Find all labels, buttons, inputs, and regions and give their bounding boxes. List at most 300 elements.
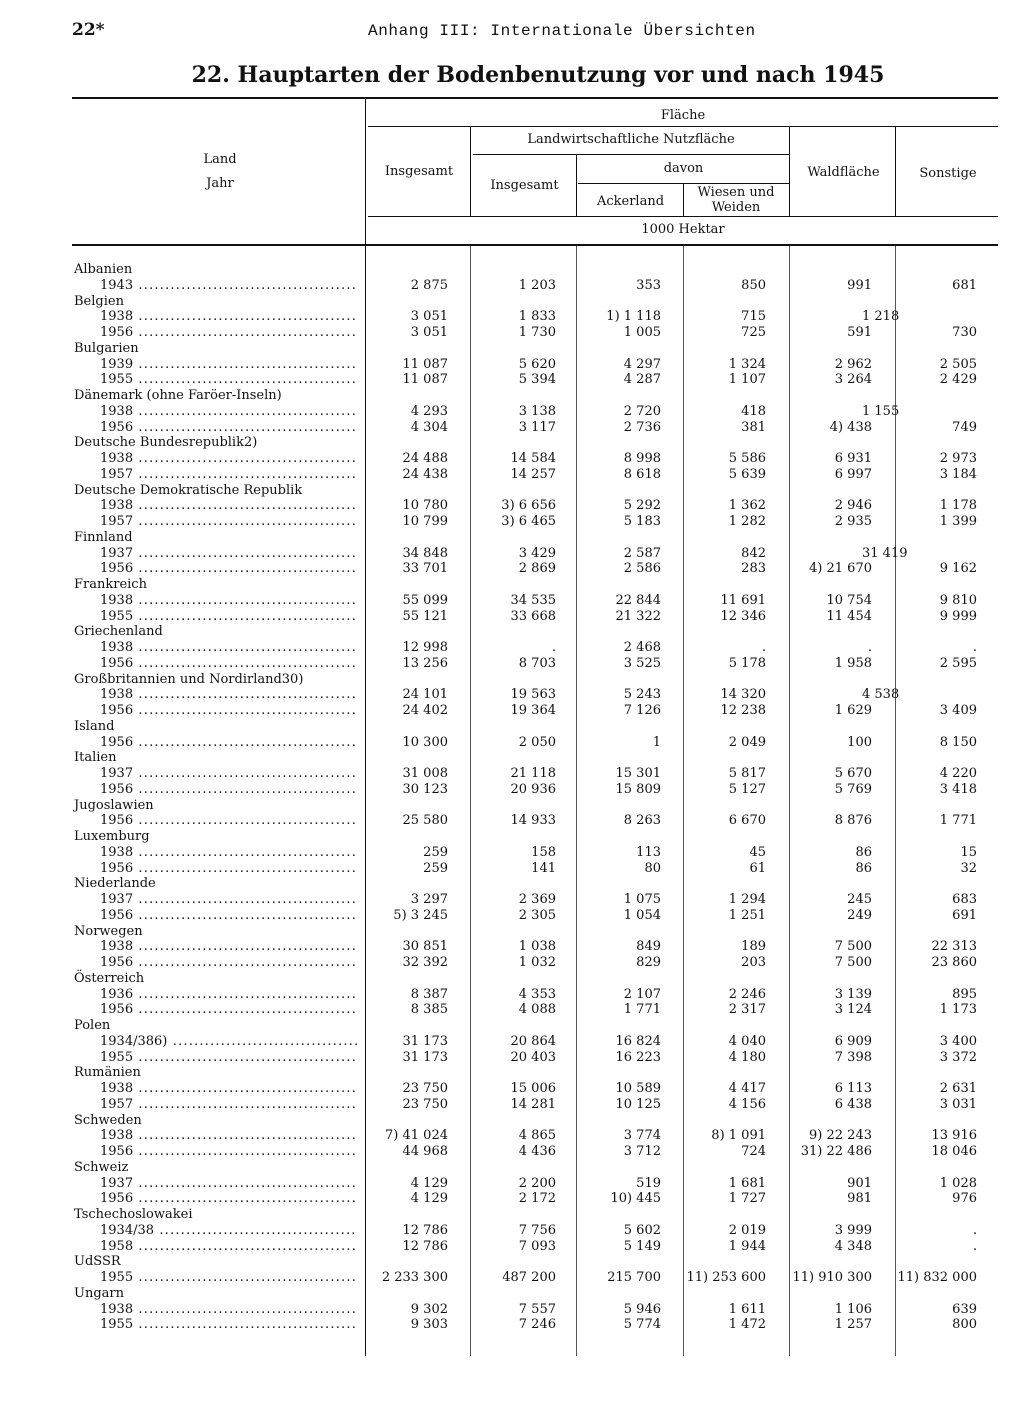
- year-cell: 1956 .....: [100, 782, 358, 798]
- value-cell: 33 701: [402, 561, 448, 577]
- year-cell: 1956 .....: [100, 1002, 358, 1018]
- year-cell: 1958 .....: [100, 1239, 358, 1255]
- value-cell: 24 438: [402, 466, 448, 482]
- value-cell: 2 720: [623, 403, 661, 419]
- value-cell: 5 670: [834, 766, 872, 781]
- year-cell: 1938 .....: [100, 451, 358, 467]
- year-cell: 1956 .....: [100, 1144, 358, 1160]
- value-cell: 5 620: [518, 356, 556, 372]
- country-row: [72, 1286, 1000, 1302]
- country-name: Österreich: [74, 970, 145, 986]
- table-row: [72, 955, 1000, 971]
- country-name: Italien: [74, 750, 117, 766]
- value-cell: 418: [741, 403, 766, 419]
- value-cell: 1 771: [623, 1002, 661, 1018]
- value-cell: 5 394: [518, 372, 556, 388]
- value-cell: 13 256: [402, 655, 448, 671]
- value-cell: 5 178: [728, 655, 766, 671]
- value-cell: 11) 253 600: [686, 1270, 766, 1285]
- value-cell: 1 032: [518, 955, 556, 970]
- year-cell: 1938 .....: [100, 404, 358, 420]
- value-cell: 591: [847, 325, 872, 340]
- country-row: [72, 1065, 1000, 1081]
- value-cell: 1 362: [728, 498, 766, 514]
- table-row: [72, 1223, 1000, 1239]
- value-cell: 2 233 300: [381, 1270, 448, 1285]
- value-cell: 3 400: [939, 1033, 977, 1049]
- country-row: [72, 1018, 1000, 1034]
- value-cell: 901: [847, 1175, 872, 1191]
- value-cell: 259: [423, 860, 448, 876]
- value-cell: 6 438: [834, 1096, 872, 1112]
- value-cell: 991: [847, 277, 872, 293]
- value-cell: 5 149: [623, 1238, 661, 1254]
- table-row: [72, 735, 1000, 751]
- value-cell: 3 051: [410, 325, 448, 340]
- value-cell: 725: [741, 325, 766, 340]
- value-cell: 34 848: [402, 545, 448, 561]
- value-cell: 12 346: [720, 608, 766, 624]
- col-divider-4: [789, 126, 790, 216]
- value-cell: 10 780: [402, 498, 448, 514]
- value-cell: 283: [741, 561, 766, 577]
- country-name: Albanien: [74, 262, 133, 277]
- combined-wald-sonstige-cell: 1 218: [862, 309, 900, 325]
- value-cell: 10 589: [615, 1081, 661, 1096]
- col-divider-1: [470, 126, 471, 216]
- value-cell: 8 703: [518, 655, 556, 671]
- value-cell: 3 525: [623, 655, 661, 671]
- table-row: [72, 514, 1000, 530]
- value-cell: 24 101: [402, 687, 448, 703]
- value-cell: 3 297: [410, 892, 448, 907]
- stub-jahr-label: Jahr: [206, 176, 234, 191]
- country-name: Schweden: [74, 1112, 142, 1128]
- table-row: [72, 372, 1000, 388]
- value-cell: 9 162: [939, 561, 977, 577]
- value-cell: 4) 21 670: [809, 561, 872, 577]
- table-row: [72, 782, 1000, 798]
- value-cell: 31 173: [402, 1033, 448, 1049]
- year-cell: 1956 .....: [100, 420, 358, 436]
- top-rule: [72, 97, 998, 99]
- value-cell: 2 631: [939, 1081, 977, 1096]
- country-row: [72, 483, 1000, 499]
- year-cell: 1955 .....: [100, 609, 358, 625]
- country-row: [72, 388, 1000, 404]
- value-cell: 730: [952, 325, 977, 340]
- table-row: [72, 845, 1000, 861]
- value-cell: 2 946: [834, 498, 872, 514]
- value-cell: 683: [952, 892, 977, 907]
- table-row: [72, 546, 1000, 562]
- value-cell: 12 238: [720, 703, 766, 718]
- value-cell: 2 586: [623, 561, 661, 577]
- table-row: [72, 357, 1000, 373]
- value-cell: 1) 1 118: [606, 309, 661, 325]
- value-cell: 3 051: [410, 309, 448, 325]
- value-cell: 895: [952, 986, 977, 1002]
- table-row: [72, 309, 1000, 325]
- country-row: [72, 1207, 1000, 1223]
- value-cell: 1 251: [728, 907, 766, 923]
- value-cell: 800: [952, 1317, 977, 1333]
- country-row: [72, 1160, 1000, 1176]
- value-cell: 11 691: [720, 592, 766, 608]
- country-name: Norwegen: [74, 923, 143, 939]
- value-cell: 4 304: [410, 419, 448, 435]
- table-row: [72, 498, 1000, 514]
- value-cell: 2 317: [728, 1002, 766, 1018]
- table-row: [72, 892, 1000, 908]
- combined-wald-sonstige-cell: 4 538: [862, 687, 900, 703]
- value-cell: 3 429: [518, 545, 556, 561]
- value-cell: 86: [855, 860, 872, 876]
- value-cell: 25 580: [402, 813, 448, 829]
- value-cell: 1 472: [728, 1317, 766, 1333]
- year-cell: 1936 .....: [100, 987, 358, 1003]
- value-cell: 4 436: [518, 1144, 556, 1159]
- value-cell: 13 916: [931, 1128, 977, 1144]
- value-cell: 1 075: [623, 892, 661, 907]
- country-row: [72, 672, 1000, 688]
- year-cell: 1938 .....: [100, 593, 358, 609]
- value-cell: 487 200: [502, 1270, 556, 1285]
- table-row: [72, 813, 1000, 829]
- value-cell: 1: [652, 734, 661, 750]
- value-cell: 4 297: [623, 356, 661, 372]
- stub-land-label: Land: [203, 152, 237, 167]
- value-cell: 5 769: [834, 781, 872, 797]
- value-cell: 31 008: [402, 766, 448, 781]
- value-cell: 5 602: [623, 1222, 661, 1238]
- value-cell: 4 287: [623, 372, 661, 388]
- value-cell: 4 220: [939, 766, 977, 781]
- value-cell: 7 557: [518, 1301, 556, 1317]
- value-cell: 15 006: [510, 1081, 556, 1096]
- value-cell: 1 944: [728, 1238, 766, 1254]
- value-cell: 639: [952, 1301, 977, 1317]
- value-cell: 6 909: [834, 1033, 872, 1049]
- value-cell: 2 505: [939, 356, 977, 372]
- country-row: [72, 971, 1000, 987]
- table-row: [72, 908, 1000, 924]
- value-cell: 4 353: [518, 986, 556, 1002]
- value-cell: 850: [741, 277, 766, 293]
- value-cell: 3 184: [939, 466, 977, 482]
- value-cell: 19 563: [510, 687, 556, 703]
- year-cell: 1957 .....: [100, 514, 358, 530]
- value-cell: 19 364: [510, 703, 556, 718]
- table-body: [72, 262, 1000, 1333]
- table-row: [72, 987, 1000, 1003]
- value-cell: 86: [855, 844, 872, 860]
- table-row: [72, 656, 1000, 672]
- country-row: [72, 1113, 1000, 1129]
- value-cell: 8 618: [623, 466, 661, 482]
- value-cell: 80: [644, 860, 661, 876]
- value-cell: 9 303: [410, 1317, 448, 1333]
- value-cell: 2 962: [834, 356, 872, 372]
- value-cell: 14 257: [510, 466, 556, 482]
- value-cell: 45: [749, 844, 766, 860]
- table-row: [72, 1176, 1000, 1192]
- value-cell: 32: [960, 860, 977, 876]
- value-cell: 23 750: [402, 1096, 448, 1112]
- value-cell: 31 173: [402, 1049, 448, 1065]
- value-cell: 7 756: [518, 1222, 556, 1238]
- value-cell: 5 817: [728, 766, 766, 781]
- insgesamt-header: Insgesamt: [384, 164, 454, 179]
- value-cell: .: [867, 640, 872, 655]
- value-cell: 7 500: [834, 955, 872, 970]
- table-row: [72, 278, 1000, 294]
- value-cell: 7 246: [518, 1317, 556, 1333]
- year-cell: 1937 .....: [100, 892, 358, 908]
- value-cell: 3) 6 465: [501, 514, 556, 529]
- country-row: [72, 798, 1000, 814]
- value-cell: 10 300: [402, 734, 448, 750]
- value-cell: 189: [741, 939, 766, 955]
- year-cell: 1938 .....: [100, 1081, 358, 1097]
- table-row: [72, 404, 1000, 420]
- value-cell: 1 028: [939, 1175, 977, 1191]
- value-cell: 259: [423, 844, 448, 860]
- value-cell: 5 639: [728, 466, 766, 482]
- value-cell: 11 087: [402, 356, 448, 372]
- page-number: 22*: [72, 20, 105, 40]
- value-cell: 2 246: [728, 986, 766, 1002]
- country-name: Polen: [74, 1018, 111, 1033]
- col-divider-2: [576, 154, 577, 216]
- country-row: [72, 341, 1000, 357]
- value-cell: 44 968: [402, 1144, 448, 1159]
- table-row: [72, 1128, 1000, 1144]
- value-cell: 5 127: [728, 781, 766, 797]
- year-cell: 1956 .....: [100, 561, 358, 577]
- value-cell: 10 125: [615, 1096, 661, 1112]
- unit-rule-top: [368, 216, 998, 217]
- table-row: [72, 1191, 1000, 1207]
- running-head: Anhang III: Internationale Übersichten: [368, 22, 756, 40]
- table-row: [72, 420, 1000, 436]
- value-cell: 4 180: [728, 1049, 766, 1065]
- country-row: [72, 577, 1000, 593]
- value-cell: 4 417: [728, 1081, 766, 1096]
- table-row: [72, 703, 1000, 719]
- value-cell: 8 998: [623, 451, 661, 466]
- value-cell: 113: [636, 844, 661, 860]
- table-row: [72, 325, 1000, 341]
- value-cell: 1 611: [728, 1301, 766, 1317]
- country-name: Belgien: [74, 293, 124, 309]
- country-name: Bulgarien: [74, 340, 139, 356]
- value-cell: 1 727: [728, 1191, 766, 1207]
- value-cell: 9 302: [410, 1301, 448, 1317]
- year-cell: 1956 .....: [100, 861, 358, 877]
- value-cell: 5) 3 245: [393, 907, 448, 923]
- value-cell: 30 851: [402, 939, 448, 955]
- value-cell: 3 418: [939, 781, 977, 797]
- value-cell: 2 736: [623, 419, 661, 435]
- value-cell: 2 050: [518, 734, 556, 750]
- value-cell: 8 263: [623, 813, 661, 829]
- value-cell: 2 019: [728, 1222, 766, 1238]
- value-cell: 32 392: [402, 955, 448, 970]
- value-cell: 215 700: [607, 1270, 661, 1285]
- value-cell: 691: [952, 907, 977, 923]
- value-cell: 8 385: [410, 1002, 448, 1018]
- value-cell: 141: [531, 860, 556, 876]
- value-cell: 4 088: [518, 1002, 556, 1018]
- year-cell: 1955 .....: [100, 1270, 358, 1286]
- year-cell: 1937 .....: [100, 546, 358, 562]
- table-row: [72, 1270, 1000, 1286]
- value-cell: 15 809: [615, 781, 661, 797]
- year-cell: 1956 .....: [100, 325, 358, 341]
- value-cell: 24 402: [402, 703, 448, 718]
- col-divider-3: [683, 183, 684, 216]
- value-cell: 2 049: [728, 734, 766, 750]
- year-cell: 1938 .....: [100, 309, 358, 325]
- value-cell: 14 584: [510, 451, 556, 466]
- value-cell: 14 320: [720, 687, 766, 703]
- value-cell: 21 118: [510, 766, 556, 781]
- value-cell: 6 670: [728, 813, 766, 829]
- year-cell: 1956 .....: [100, 813, 358, 829]
- table-row: [72, 766, 1000, 782]
- value-cell: 519: [636, 1175, 661, 1191]
- country-name: Luxemburg: [74, 829, 150, 844]
- flaeche-rule: [368, 126, 998, 127]
- value-cell: 2 935: [834, 514, 872, 529]
- lnf-header: Landwirtschaftliche Nutzfläche: [527, 132, 735, 147]
- value-cell: 55 121: [402, 608, 448, 624]
- value-cell: 4 348: [834, 1238, 872, 1254]
- value-cell: 55 099: [402, 592, 448, 608]
- value-cell: 10) 445: [610, 1191, 661, 1207]
- value-cell: 981: [847, 1191, 872, 1207]
- value-cell: 3 774: [623, 1128, 661, 1144]
- year-cell: 1957 .....: [100, 467, 358, 483]
- value-cell: 8 876: [834, 813, 872, 829]
- value-cell: 11 087: [402, 372, 448, 388]
- year-cell: 1956 .....: [100, 656, 358, 672]
- value-cell: 7 093: [518, 1238, 556, 1254]
- value-cell: 15: [960, 844, 977, 860]
- year-cell: 1938 .....: [100, 845, 358, 861]
- value-cell: .: [972, 1238, 977, 1254]
- value-cell: 22 313: [931, 939, 977, 955]
- year-cell: 1956 .....: [100, 955, 358, 971]
- value-cell: 5 292: [623, 498, 661, 514]
- value-cell: 249: [847, 907, 872, 923]
- year-cell: 1955 .....: [100, 1050, 358, 1066]
- value-cell: 4 156: [728, 1096, 766, 1112]
- year-cell: 1939 .....: [100, 357, 358, 373]
- value-cell: 3 712: [623, 1144, 661, 1159]
- value-cell: 849: [636, 939, 661, 955]
- value-cell: 12 786: [402, 1238, 448, 1254]
- year-cell: 1938 .....: [100, 498, 358, 514]
- value-cell: 1 958: [834, 655, 872, 671]
- value-cell: 6 113: [834, 1081, 872, 1096]
- value-cell: 100: [847, 734, 872, 750]
- value-cell: 9 999: [939, 608, 977, 624]
- value-cell: 23 750: [402, 1081, 448, 1096]
- value-cell: 1 771: [939, 813, 977, 829]
- value-cell: 7 398: [834, 1049, 872, 1065]
- value-cell: 4) 438: [829, 419, 872, 435]
- value-cell: 15 301: [615, 766, 661, 781]
- table-row: [72, 1050, 1000, 1066]
- value-cell: 1 324: [728, 356, 766, 372]
- value-cell: 7 500: [834, 939, 872, 955]
- value-cell: 158: [531, 844, 556, 860]
- value-cell: .: [551, 640, 556, 655]
- value-cell: 749: [952, 419, 977, 435]
- country-row: [72, 924, 1000, 940]
- value-cell: 1 294: [728, 892, 766, 907]
- year-cell: 1934/38 .....: [100, 1223, 358, 1239]
- value-cell: 1 203: [518, 277, 556, 293]
- value-cell: 3 117: [518, 419, 556, 435]
- country-name: UdSSR: [74, 1254, 121, 1270]
- value-cell: 8 387: [410, 986, 448, 1002]
- value-cell: 3 409: [939, 703, 977, 718]
- value-cell: 1 038: [518, 939, 556, 955]
- value-cell: 1 005: [623, 325, 661, 340]
- country-row: [72, 829, 1000, 845]
- header-bottom-rule: [72, 244, 998, 246]
- country-name: Griechenland: [74, 624, 163, 640]
- value-cell: 5 774: [623, 1317, 661, 1333]
- table-row: [72, 861, 1000, 877]
- country-name: Ungarn: [74, 1285, 124, 1301]
- combined-wald-sonstige-cell: 1 155: [862, 403, 900, 419]
- value-cell: 3 139: [834, 986, 872, 1002]
- value-cell: 1 833: [518, 309, 556, 325]
- table-row: [72, 1097, 1000, 1113]
- value-cell: 34 535: [510, 592, 556, 608]
- value-cell: 1 054: [623, 907, 661, 923]
- value-cell: 6 931: [834, 451, 872, 466]
- value-cell: 16 223: [615, 1049, 661, 1065]
- country-row: [72, 876, 1000, 892]
- value-cell: 2 973: [939, 451, 977, 466]
- value-cell: 715: [741, 309, 766, 325]
- value-cell: 21 322: [615, 608, 661, 624]
- year-cell: 1937 .....: [100, 1176, 358, 1192]
- value-cell: 6 997: [834, 466, 872, 482]
- value-cell: 2 468: [623, 640, 661, 655]
- table-row: [72, 1081, 1000, 1097]
- value-cell: 1 399: [939, 514, 977, 529]
- table-row: [72, 1302, 1000, 1318]
- table-row: [72, 593, 1000, 609]
- value-cell: 20 403: [510, 1049, 556, 1065]
- year-cell: 1938 .....: [100, 687, 358, 703]
- value-cell: 30 123: [402, 781, 448, 797]
- value-cell: 12 786: [402, 1222, 448, 1238]
- value-cell: 681: [952, 277, 977, 293]
- table-row: [72, 1144, 1000, 1160]
- value-cell: 1 106: [834, 1301, 872, 1317]
- value-cell: 3 999: [834, 1222, 872, 1238]
- country-name: Finnland: [74, 529, 133, 545]
- value-cell: 18 046: [931, 1144, 977, 1159]
- country-name: Tschechoslowakei: [74, 1207, 193, 1222]
